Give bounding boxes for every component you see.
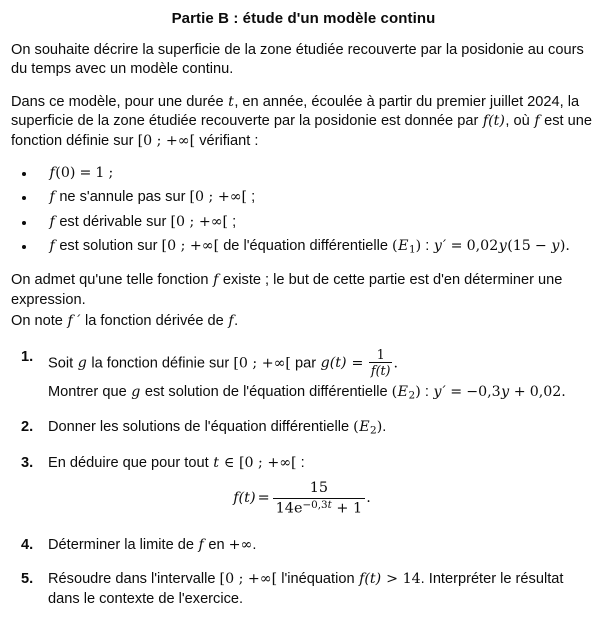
note-paragraph bbox=[11, 312, 596, 331]
question-1-line-2 bbox=[48, 383, 596, 403]
eq1-prime: ′ bbox=[442, 238, 447, 255]
eq1-open: ( bbox=[507, 238, 513, 255]
eq2-equals: = bbox=[450, 384, 463, 401]
bullet3-fname: f bbox=[49, 213, 55, 230]
q2-eq-label: E bbox=[359, 419, 370, 436]
question-3-line-1 bbox=[48, 454, 596, 473]
big-fraction-numerator: 15 bbox=[309, 480, 329, 497]
eq2-prime: ′ bbox=[442, 384, 446, 401]
q1b-part1: Montrer que bbox=[48, 384, 131, 401]
eq2-paren-close: ) bbox=[415, 384, 421, 401]
model-text-part4: est une fonction définie sur bbox=[11, 113, 593, 149]
bullet2-fname: f bbox=[49, 189, 55, 206]
formula-period: . bbox=[366, 489, 371, 506]
question-number: 1. bbox=[21, 348, 34, 365]
formula-lhs: f(t) bbox=[233, 489, 256, 506]
denom-e: e bbox=[293, 500, 303, 517]
bullet4-interval: [0 ; +∞[ bbox=[161, 238, 220, 255]
question-5-line-1 bbox=[48, 570, 596, 609]
q2-part1: Donner les solutions de l'équation différentielle bbox=[48, 419, 354, 436]
interval-notation: [0 ; +∞[ bbox=[137, 132, 196, 149]
eq2-paren-open: ( bbox=[391, 384, 398, 401]
denom-plus: + bbox=[336, 500, 349, 517]
question-number: 2. bbox=[21, 419, 34, 436]
admit-part2: existe ; le but de cette partie est d'en déterminer une expression. bbox=[11, 272, 563, 308]
eq2-colon: : bbox=[420, 384, 433, 401]
question-item-3 bbox=[11, 454, 596, 517]
note-var-f: f bbox=[228, 313, 234, 330]
eq1-y2: y bbox=[498, 238, 507, 255]
question-item-2 bbox=[11, 418, 596, 438]
function-ft: f(t) bbox=[482, 113, 505, 130]
eq2-coef: 0,3 bbox=[478, 384, 501, 401]
q3-colon: : bbox=[296, 454, 305, 471]
q5-value: 14 bbox=[402, 571, 421, 588]
q5-part2: l'inéquation bbox=[277, 571, 359, 588]
eq1-index: 1 bbox=[408, 243, 416, 256]
bullet3-tail: ; bbox=[228, 213, 237, 230]
list-item bbox=[11, 237, 596, 257]
displayed-formula-ft bbox=[48, 480, 596, 517]
q3-in-symbol: ∈ bbox=[219, 454, 239, 471]
bullet1-fname: f bbox=[49, 164, 55, 181]
bullet-dot-icon bbox=[22, 196, 26, 200]
note-part3: . bbox=[234, 313, 239, 330]
q2-eq-paren-open: ( bbox=[353, 419, 359, 436]
bullet4-fname: f bbox=[49, 238, 55, 255]
variable-t: t bbox=[228, 93, 234, 110]
note-part2: la fonction dérivée de bbox=[80, 313, 228, 330]
formula-equals: = bbox=[257, 489, 270, 506]
eq2-const: 0,02 bbox=[529, 384, 562, 401]
eq2-minus: − bbox=[466, 384, 479, 401]
eq1-colon: : bbox=[421, 238, 434, 255]
eq1-y3: y bbox=[551, 238, 560, 255]
question-number: 3. bbox=[21, 454, 34, 471]
question-number: 5. bbox=[21, 571, 34, 588]
model-text-part1: Dans ce modèle, pour une durée bbox=[11, 93, 228, 110]
eq2-label: E bbox=[397, 384, 409, 401]
q3-part1: En déduire que pour tout bbox=[48, 454, 213, 471]
model-text-part2: , en année, écoulée à partir du premier juillet 2024, la superficie de la zone étudiée recouverte par la posidonie est donnée par bbox=[11, 93, 580, 130]
q1b-part2: est solution de l'équation différentielle bbox=[140, 384, 392, 401]
eq1-close: ) bbox=[559, 238, 566, 255]
eq1-equals: = bbox=[450, 238, 463, 255]
bullet1-equals: = bbox=[79, 164, 92, 181]
fraction-denominator: f(t) bbox=[370, 362, 391, 378]
q4-part2: en bbox=[204, 536, 229, 553]
q5-part3: . Interpréter le résultat dans le contexte de l'exercice. bbox=[48, 571, 564, 607]
q1-part1: Soit bbox=[48, 355, 78, 372]
question-number: 4. bbox=[21, 536, 34, 553]
q1-period: . bbox=[393, 355, 398, 372]
denom-exponent bbox=[302, 499, 331, 511]
question-4-line-1 bbox=[48, 536, 596, 555]
question-item-4 bbox=[11, 536, 596, 555]
q1-gt: g(t) bbox=[320, 355, 347, 372]
q5-part1: Résoudre dans l'intervalle bbox=[48, 571, 220, 588]
denom-one: 1 bbox=[353, 500, 363, 517]
eq1-period: . bbox=[565, 238, 570, 255]
q3-interval: [0 ; +∞[ bbox=[238, 454, 297, 471]
bullet3-interval: [0 ; +∞[ bbox=[170, 213, 229, 230]
intro-paragraph: On souhaite décrire la superficie de la zone étudiée recouverte par la posidonie au cours du temps avec un modèle continu. bbox=[11, 41, 584, 78]
bullet1-open: ( bbox=[55, 164, 61, 181]
variable-f: f bbox=[534, 113, 540, 130]
bullet3-text: est dérivable sur bbox=[55, 213, 171, 230]
bullet-dot-icon bbox=[22, 221, 26, 225]
q1-var-g: g bbox=[77, 355, 87, 372]
eq2-y2: y bbox=[501, 384, 510, 401]
bullet-dot-icon bbox=[22, 172, 26, 176]
q2-period: . bbox=[382, 419, 387, 436]
q1-interval: [0 ; +∞[ bbox=[233, 355, 291, 372]
q4-part1: Déterminer la limite de bbox=[48, 536, 199, 553]
bullet2-interval: [0 ; +∞[ bbox=[189, 189, 248, 206]
bullet1-semicolon: ; bbox=[108, 164, 114, 181]
model-text-part3: , où bbox=[505, 113, 534, 130]
question-1-line-1 bbox=[48, 348, 596, 377]
q4-infinity: +∞ bbox=[228, 536, 253, 553]
q5-ft: f(t) bbox=[359, 571, 382, 588]
page-title: Partie B : étude d'un modèle continu bbox=[171, 10, 436, 27]
eq2-period: . bbox=[561, 384, 566, 401]
list-item bbox=[11, 188, 596, 207]
eq1-label: E bbox=[398, 238, 409, 255]
eq2-index: 2 bbox=[408, 389, 416, 402]
eq1-paren-open: ( bbox=[392, 238, 398, 255]
note-part1: On note bbox=[11, 313, 67, 330]
bullet2-tail: ; bbox=[247, 189, 256, 206]
questions-list bbox=[11, 348, 596, 609]
exp-minus: − bbox=[302, 498, 312, 511]
q1-part2: la fonction définie sur bbox=[87, 355, 234, 372]
bullet4-text2: de l'équation différentielle bbox=[219, 238, 393, 255]
q1-part3: par bbox=[290, 355, 321, 372]
model-text-part5: vérifiant : bbox=[195, 132, 259, 149]
fraction-one-over-ft bbox=[369, 348, 393, 377]
bullet1-value: 1 bbox=[95, 164, 105, 181]
bullet4-text: est solution sur bbox=[55, 238, 162, 255]
bullet2-text: ne s'annule pas sur bbox=[55, 189, 190, 206]
conditions-list bbox=[11, 164, 596, 258]
bullet-dot-icon bbox=[22, 245, 26, 249]
exp-coef: 0,3 bbox=[311, 498, 328, 511]
admit-paragraph bbox=[11, 271, 596, 310]
question-item-1 bbox=[11, 348, 596, 404]
list-item bbox=[11, 164, 596, 183]
eq1-y: y bbox=[433, 238, 442, 255]
eq1-minus: − bbox=[534, 238, 547, 255]
eq1-paren-close: ) bbox=[415, 238, 422, 255]
q4-period: . bbox=[252, 536, 257, 553]
q2-eq-index: 2 bbox=[370, 424, 377, 437]
exp-var: t bbox=[327, 498, 332, 511]
bullet1-arg: 0 bbox=[60, 164, 70, 181]
big-fraction bbox=[273, 480, 366, 517]
big-fraction-denominator bbox=[273, 499, 366, 517]
eq1-coef: 0,02 bbox=[466, 238, 499, 255]
bullet1-close: ) bbox=[69, 164, 76, 181]
eq1-num: 15 bbox=[512, 238, 531, 255]
list-item bbox=[11, 213, 596, 232]
denom-coef: 14 bbox=[275, 500, 294, 517]
q5-interval: [0 ; +∞[ bbox=[219, 571, 278, 588]
model-paragraph bbox=[11, 93, 596, 151]
eq2-y: y bbox=[433, 384, 442, 401]
f-prime: f ′ bbox=[67, 313, 81, 330]
q1b-var-g: g bbox=[131, 384, 141, 401]
admit-var-f: f bbox=[213, 272, 219, 289]
q3-var-t: t bbox=[213, 454, 219, 471]
admit-part1: On admet qu'une telle fonction bbox=[11, 272, 213, 289]
q4-var-f: f bbox=[198, 536, 204, 553]
question-2-line-1 bbox=[48, 418, 596, 438]
q2-eq-paren-close: ) bbox=[376, 419, 383, 436]
q1-equals: = bbox=[347, 355, 368, 372]
fraction-numerator: 1 bbox=[376, 346, 385, 362]
question-item-5 bbox=[11, 570, 596, 609]
q5-greater-than: > bbox=[381, 571, 403, 588]
eq2-plus: + bbox=[513, 384, 526, 401]
